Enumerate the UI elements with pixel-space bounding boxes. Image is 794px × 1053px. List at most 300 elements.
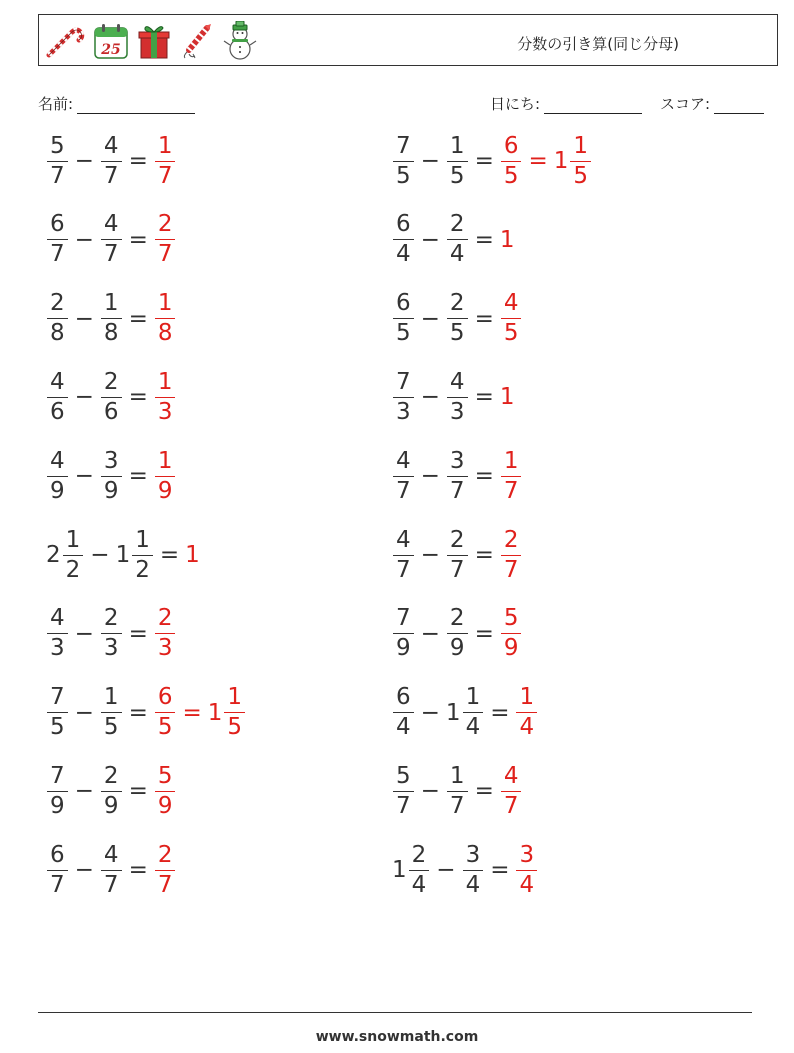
minuend: [392, 132, 415, 189]
equals-sign: =: [128, 226, 148, 253]
subtrahend: [446, 686, 484, 739]
minuend-numerator: 7: [50, 762, 65, 789]
answer: [500, 132, 523, 189]
minuend-numerator: 6: [50, 211, 65, 238]
answer-fraction: [501, 447, 522, 504]
minuend-numerator: 4: [396, 447, 411, 474]
minuend: [392, 526, 415, 583]
answer-fraction: [155, 368, 176, 425]
answer-numerator: 1: [503, 447, 519, 474]
subtrahend: [446, 368, 469, 425]
subtrahend-fraction: [447, 447, 468, 504]
equals-sign: =: [474, 463, 494, 490]
equals-sign: =: [128, 778, 148, 805]
problem-row: [46, 287, 176, 351]
minus-sign: −: [74, 384, 94, 411]
answer-denominator: 8: [155, 318, 176, 345]
minuend-numerator: 4: [50, 368, 65, 395]
minuend-fraction: [47, 841, 68, 898]
minuend-numerator: 5: [50, 132, 65, 159]
equals-sign: =: [474, 305, 494, 332]
answer-numerator: 1: [519, 684, 535, 711]
equals-sign: =: [474, 542, 494, 568]
equals-sign: =: [528, 148, 548, 174]
minuend-denominator: 3: [47, 633, 68, 660]
equals-sign: =: [474, 148, 494, 174]
answer-numerator: 6: [503, 132, 519, 159]
minus-sign: −: [90, 542, 110, 568]
equals-sign: =: [490, 699, 510, 726]
minuend-fraction: [63, 526, 84, 583]
subtrahend-denominator: 9: [101, 791, 122, 818]
answer-denominator: 4: [516, 870, 537, 897]
equals-sign: =: [128, 857, 148, 884]
subtrahend: [100, 686, 123, 739]
minuend: [46, 526, 84, 583]
answer-mixed-whole: 1: [207, 699, 223, 726]
minus-sign: −: [74, 226, 94, 253]
minuend-denominator: 5: [393, 318, 414, 345]
subtrahend-denominator: 5: [447, 318, 468, 345]
subtrahend-fraction: [447, 213, 468, 266]
subtrahend-fraction: [101, 292, 122, 345]
subtrahend: [100, 447, 123, 504]
subtrahend-fraction: [447, 292, 468, 345]
subtrahend: [446, 213, 469, 266]
subtrahend-fraction: [101, 762, 122, 819]
answer: [154, 607, 177, 660]
minuend: [392, 686, 415, 739]
answer-denominator: 5: [501, 318, 522, 345]
answer-whole: 1: [499, 384, 515, 411]
minuend-fraction: [47, 213, 68, 266]
answer: [154, 762, 177, 819]
problem-row: [392, 365, 515, 429]
answer: [154, 447, 177, 504]
subtrahend-fraction: [447, 607, 468, 660]
problem-row: [392, 444, 522, 508]
minuend-denominator: 9: [393, 633, 414, 660]
answer-mixed-denominator: 5: [224, 712, 245, 739]
minuend-whole: 2: [46, 542, 61, 568]
minuend: [46, 447, 69, 504]
minuend: [392, 368, 415, 425]
problem-row: [392, 681, 538, 745]
answer-fraction: [501, 292, 522, 345]
minus-sign: −: [74, 778, 94, 805]
minuend: [46, 132, 69, 189]
equals-sign: =: [128, 305, 148, 332]
minuend-fraction: [393, 607, 414, 660]
subtrahend-fraction: [101, 607, 122, 660]
score-blank[interactable]: [714, 98, 764, 114]
minuend-denominator: 4: [393, 239, 414, 266]
subtrahend-numerator: 2: [449, 211, 465, 238]
minuend-fraction: [393, 132, 414, 189]
answer-fraction: [155, 762, 176, 819]
minuend-denominator: 5: [393, 161, 414, 188]
answer-numerator: 1: [157, 447, 173, 474]
problem-row: [46, 681, 246, 745]
problem-row: [392, 838, 538, 902]
subtrahend-fraction: [101, 368, 122, 425]
minuend-numerator: 6: [396, 290, 411, 317]
answer-denominator: 9: [155, 791, 176, 818]
answer-fraction: [516, 686, 537, 739]
subtrahend-denominator: 7: [447, 476, 468, 503]
answer-numerator: 1: [157, 368, 173, 395]
answer: [154, 132, 177, 189]
answer-mixed-whole: 1: [553, 148, 569, 174]
minus-sign: −: [420, 148, 440, 174]
subtrahend-numerator: 1: [103, 290, 119, 317]
minuend-denominator: 6: [47, 397, 68, 424]
subtrahend-denominator: 3: [101, 633, 122, 660]
minuend-fraction: [409, 841, 430, 898]
minuend-denominator: 4: [409, 870, 430, 897]
subtrahend: [100, 841, 123, 898]
subtrahend: [446, 132, 469, 189]
subtrahend-denominator: 7: [447, 555, 468, 582]
equals-sign: =: [128, 699, 148, 726]
minuend-fraction: [393, 213, 414, 266]
minuend: [46, 762, 69, 819]
answer-denominator: 3: [155, 633, 176, 660]
minuend: [392, 607, 415, 660]
answer-denominator: 5: [155, 712, 176, 739]
subtrahend-denominator: 4: [463, 870, 484, 897]
minus-sign: −: [436, 857, 456, 884]
minuend-numerator: 6: [396, 684, 411, 711]
answer-fraction: [501, 607, 522, 660]
subtrahend-fraction: [447, 526, 468, 583]
snowman-icon: [223, 21, 257, 61]
minuend-fraction: [47, 447, 68, 504]
subtrahend-denominator: 6: [101, 397, 122, 424]
answer-fraction: [155, 841, 176, 898]
subtrahend: [446, 762, 469, 819]
minuend-fraction: [47, 762, 68, 819]
minuend-fraction: [47, 686, 68, 739]
subtrahend-denominator: 3: [447, 397, 468, 424]
subtrahend: [100, 368, 123, 425]
answer-fraction: [501, 526, 522, 583]
header-box: [38, 14, 778, 66]
answer-numerator: 2: [157, 605, 173, 632]
answer-denominator: 7: [155, 870, 176, 897]
subtrahend-numerator: 2: [449, 290, 465, 317]
subtrahend-denominator: 7: [101, 870, 122, 897]
problem-row: [392, 208, 515, 272]
score-label: スコア:: [660, 95, 711, 113]
minuend-numerator: 7: [396, 132, 411, 159]
subtrahend-denominator: 7: [101, 239, 122, 266]
answer: [500, 526, 523, 583]
minuend: [46, 368, 69, 425]
answer: [154, 213, 177, 266]
problem-row: [392, 759, 522, 823]
equals-sign: =: [128, 384, 148, 411]
answer: [154, 368, 177, 425]
equals-sign: =: [128, 463, 148, 490]
minuend: [46, 607, 69, 660]
minuend-numerator: 7: [396, 368, 411, 395]
minuend-numerator: 7: [396, 605, 411, 632]
answer-numerator: 3: [519, 841, 535, 868]
minuend: [46, 841, 69, 898]
equals-sign: =: [159, 542, 180, 568]
answer-whole: 1: [499, 226, 515, 253]
worksheet-title: 分数の引き算(同じ分母): [517, 35, 679, 53]
subtrahend-whole: 1: [115, 542, 131, 568]
answer: [154, 292, 177, 345]
equals-sign: =: [474, 620, 494, 647]
answer-fraction: [155, 132, 176, 189]
answer-numerator: 4: [503, 762, 519, 789]
subtrahend-fraction: [101, 841, 122, 898]
answer: [500, 227, 516, 253]
problem-row: [46, 208, 176, 272]
header-icons: [43, 21, 257, 61]
answer-numerator: 2: [157, 211, 173, 238]
minuend-numerator: 6: [396, 211, 411, 238]
subtrahend-denominator: 5: [101, 712, 122, 739]
subtrahend-fraction: [463, 686, 484, 739]
minuend-denominator: 9: [47, 476, 68, 503]
minuend-numerator: 4: [396, 526, 411, 553]
subtrahend-fraction: [447, 132, 468, 189]
subtrahend-fraction: [463, 841, 484, 898]
name-label: 名前:: [38, 95, 74, 113]
answer-numerator: 1: [157, 290, 173, 317]
subtrahend: [446, 292, 469, 345]
subtrahend-numerator: 4: [103, 132, 119, 159]
answer-denominator: 7: [501, 555, 522, 582]
answer-whole: 1: [185, 542, 200, 568]
minuend-denominator: 7: [47, 239, 68, 266]
minuend-numerator: 1: [65, 526, 81, 553]
subtrahend-numerator: 2: [449, 526, 465, 553]
problem-row: [46, 523, 201, 587]
date-field: [490, 93, 642, 114]
answer-mixed-fraction: [224, 686, 245, 739]
answer-denominator: 7: [501, 476, 522, 503]
problem-row: [46, 444, 176, 508]
subtrahend: [462, 841, 485, 898]
answer: [154, 841, 177, 898]
minus-sign: −: [74, 699, 94, 726]
name-blank[interactable]: [77, 98, 195, 114]
minuend-numerator: 4: [50, 605, 65, 632]
date-blank[interactable]: [544, 98, 642, 114]
subtrahend-denominator: 2: [132, 555, 153, 582]
answer-fraction: [155, 447, 176, 504]
subtrahend: [100, 213, 123, 266]
subtrahend-numerator: 2: [103, 605, 119, 632]
subtrahend-numerator: 1: [449, 132, 465, 159]
subtrahend-fraction: [447, 762, 468, 819]
subtrahend-numerator: 3: [465, 841, 481, 868]
answer-numerator: 5: [503, 605, 519, 632]
answer: [515, 686, 538, 739]
problem-row: [46, 365, 176, 429]
minuend-fraction: [47, 368, 68, 425]
subtrahend: [446, 447, 469, 504]
minuend: [46, 686, 69, 739]
minuend-denominator: 5: [47, 712, 68, 739]
minuend-fraction: [393, 368, 414, 425]
answer: [500, 762, 523, 819]
subtrahend-fraction: [101, 213, 122, 266]
minus-sign: −: [420, 778, 440, 805]
minus-sign: −: [74, 463, 94, 490]
answer: [154, 686, 177, 739]
subtrahend-numerator: 2: [449, 605, 465, 632]
answer: [500, 607, 523, 660]
minuend-fraction: [47, 607, 68, 660]
minuend-fraction: [47, 292, 68, 345]
minus-sign: −: [74, 620, 94, 647]
minus-sign: −: [420, 305, 440, 332]
footer-divider: [38, 1012, 752, 1013]
minuend-numerator: 2: [411, 841, 427, 868]
answer-numerator: 1: [157, 132, 173, 159]
minuend: [392, 841, 430, 898]
subtrahend: [100, 762, 123, 819]
minuend: [46, 213, 69, 266]
minus-sign: −: [420, 699, 440, 726]
subtrahend-fraction: [101, 686, 122, 739]
subtrahend: [446, 526, 469, 583]
minuend-denominator: 4: [393, 712, 414, 739]
subtrahend-fraction: [447, 368, 468, 425]
score-field: [660, 93, 764, 114]
subtrahend-denominator: 4: [463, 712, 484, 739]
answer-mixed-numerator: 1: [573, 132, 589, 159]
subtrahend-denominator: 9: [447, 633, 468, 660]
answer-denominator: 7: [155, 239, 176, 266]
candy-cane-icon: [43, 23, 85, 59]
problem-row: [392, 602, 522, 666]
minuend-fraction: [393, 762, 414, 819]
answer-denominator: 7: [501, 791, 522, 818]
answer-denominator: 7: [155, 161, 176, 188]
minus-sign: −: [420, 226, 440, 253]
minuend: [392, 762, 415, 819]
answer-numerator: 2: [503, 526, 519, 553]
answer-fraction: [155, 686, 176, 739]
name-field: [38, 93, 195, 114]
answer-fraction: [155, 607, 176, 660]
answer: [500, 384, 516, 410]
minuend-denominator: 7: [393, 791, 414, 818]
answer-numerator: 5: [157, 762, 173, 789]
problem-row: [46, 602, 176, 666]
minus-sign: −: [74, 148, 94, 174]
subtrahend-numerator: 4: [449, 368, 465, 395]
answer-mixed-numerator: 1: [227, 684, 243, 711]
answer-fraction: [501, 762, 522, 819]
minuend-denominator: 7: [393, 555, 414, 582]
minuend-numerator: 2: [50, 290, 65, 317]
equals-sign: =: [128, 148, 148, 174]
answer-mixed-fraction: [570, 132, 591, 189]
date-label: 日にち:: [490, 95, 541, 113]
answer-denominator: 5: [501, 161, 522, 188]
subtrahend-fraction: [101, 132, 122, 189]
minuend-denominator: 3: [393, 397, 414, 424]
subtrahend-numerator: 1: [135, 526, 150, 553]
answer-numerator: 6: [157, 684, 173, 711]
firework-rocket-icon: [179, 22, 215, 60]
answer-fraction: [155, 292, 176, 345]
subtrahend-numerator: 1: [465, 684, 481, 711]
minuend-whole: 1: [392, 857, 407, 884]
problem-row: [46, 129, 176, 193]
equals-sign: =: [474, 778, 494, 805]
minus-sign: −: [420, 542, 440, 568]
answer-denominator: 4: [516, 712, 537, 739]
subtrahend-denominator: 7: [101, 161, 122, 188]
subtrahend-numerator: 2: [103, 368, 119, 395]
minuend-fraction: [47, 132, 68, 189]
subtrahend: [100, 132, 123, 189]
subtrahend-numerator: 3: [449, 447, 465, 474]
equals-sign: =: [182, 699, 202, 726]
answer-denominator: 3: [155, 397, 176, 424]
problem-row: [46, 759, 176, 823]
equals-sign: =: [474, 226, 494, 253]
subtrahend-numerator: 4: [103, 841, 119, 868]
problem-row: [392, 129, 592, 193]
answer: [500, 447, 523, 504]
subtrahend-fraction: [132, 526, 153, 583]
problem-row: [46, 838, 176, 902]
subtrahend: [100, 607, 123, 660]
answer-denominator: 9: [155, 476, 176, 503]
minuend-numerator: 4: [50, 447, 65, 474]
subtrahend-numerator: 3: [103, 447, 119, 474]
calendar-25-icon: [93, 22, 129, 60]
answer-mixed: [553, 132, 592, 189]
subtrahend-numerator: 4: [103, 211, 119, 238]
answer: [515, 841, 538, 898]
answer: [500, 292, 523, 345]
answer-denominator: 9: [501, 633, 522, 660]
minus-sign: −: [74, 857, 94, 884]
subtrahend-denominator: 7: [447, 791, 468, 818]
minuend-denominator: 8: [47, 318, 68, 345]
minus-sign: −: [420, 463, 440, 490]
minus-sign: −: [74, 305, 94, 332]
minus-sign: −: [420, 384, 440, 411]
subtrahend-whole: 1: [445, 699, 461, 726]
equals-sign: =: [490, 857, 510, 884]
subtrahend: [446, 607, 469, 660]
subtrahend: [115, 526, 154, 583]
minuend-denominator: 9: [47, 791, 68, 818]
subtrahend-numerator: 2: [103, 762, 119, 789]
problem-row: [392, 523, 522, 587]
minuend-fraction: [393, 447, 414, 504]
subtrahend-numerator: 1: [103, 684, 119, 711]
calendar-day: 25: [101, 42, 121, 58]
subtrahend-denominator: 8: [101, 318, 122, 345]
footer-url: www.snowmath.com: [315, 1029, 479, 1045]
minuend-fraction: [393, 526, 414, 583]
answer-numerator: 2: [157, 841, 173, 868]
minuend-numerator: 7: [50, 684, 65, 711]
